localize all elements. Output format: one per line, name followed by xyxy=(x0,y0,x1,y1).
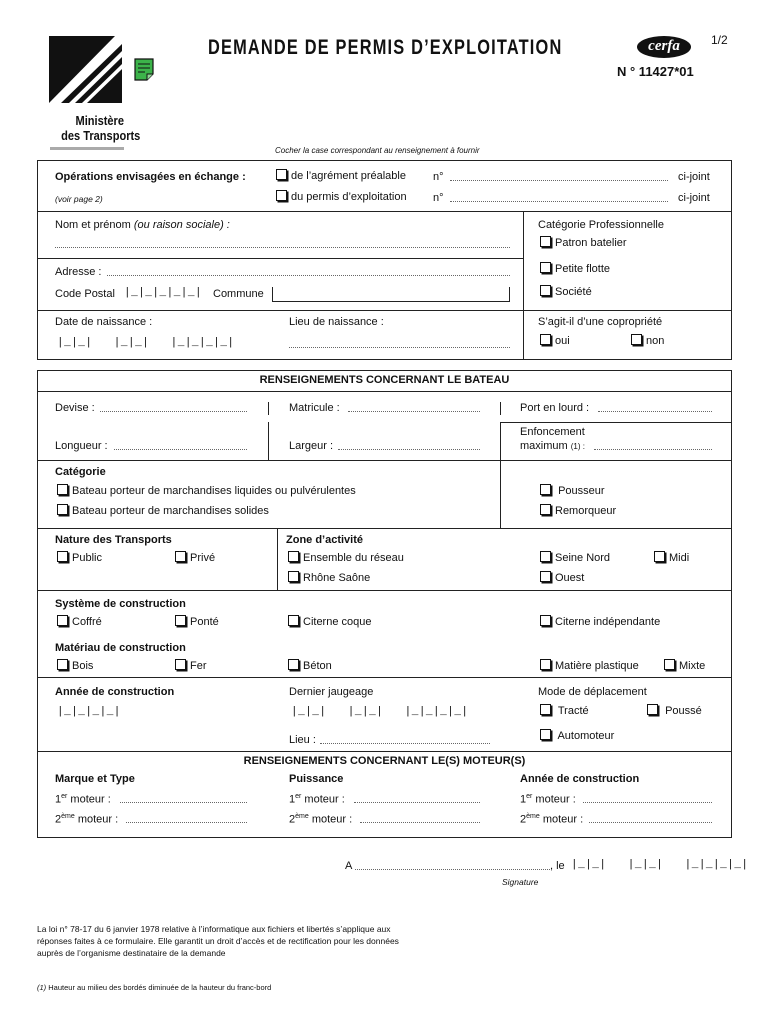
boat-title: RENSEIGNEMENTS CONCERNANT LE BATEAU xyxy=(259,374,510,386)
signature-place-label: A xyxy=(345,860,353,872)
cat-solid[interactable]: Bateau porteur de marchandises solides xyxy=(57,504,269,517)
ministry-line2: des Transports xyxy=(61,128,141,143)
note-icon xyxy=(134,58,154,81)
m1-annee-label: 1er moteur : xyxy=(520,793,576,806)
lieu-field[interactable] xyxy=(320,735,490,744)
m1-marque-label: 1er moteur : xyxy=(55,793,111,806)
postal-code-field[interactable]: |_|_|_|_|_| xyxy=(124,287,203,299)
form-number: N ° 11427*01 xyxy=(617,64,694,79)
categorie-title: Catégorie xyxy=(55,466,106,478)
commune-field[interactable] xyxy=(272,287,510,302)
public-option[interactable]: Public xyxy=(57,551,102,564)
m1-marque-field[interactable] xyxy=(120,794,247,803)
pousseur-option[interactable]: Pousseur xyxy=(540,484,605,497)
ouest-option[interactable]: Ouest xyxy=(540,571,584,584)
birth-place-label: Lieu de naissance : xyxy=(289,316,384,328)
longueur-field[interactable] xyxy=(114,441,247,450)
coffre-option[interactable]: Coffré xyxy=(57,615,102,628)
copro-no[interactable]: non xyxy=(631,334,664,347)
agrement-label: de l’agrément préalable xyxy=(291,170,406,182)
matricule-label: Matricule : xyxy=(289,402,340,414)
permis-option[interactable] xyxy=(276,190,407,203)
permis-label: du permis d’exploitation xyxy=(291,191,407,203)
agrement-joint: ci-joint xyxy=(678,171,710,183)
signature-place-field[interactable] xyxy=(355,861,550,870)
motors-title: RENSEIGNEMENTS CONCERNANT LE(S) MOTEUR(S) xyxy=(243,755,526,767)
rhone-option[interactable]: Rhône Saône xyxy=(288,571,370,584)
m2-puissance-field[interactable] xyxy=(360,814,480,823)
pousse-option[interactable]: Poussé xyxy=(647,704,702,717)
agrement-option[interactable] xyxy=(276,169,406,182)
plastique-option[interactable]: Matière plastique xyxy=(540,659,639,672)
citerne-coque-option[interactable]: Citerne coque xyxy=(288,615,372,628)
signature-date-field[interactable]: |_|_| |_|_| |_|_|_|_| xyxy=(571,859,749,871)
port-label: Port en lourd : xyxy=(520,402,590,414)
tracte-option[interactable]: Tracté xyxy=(540,704,589,717)
enfoncement-field[interactable] xyxy=(594,441,712,450)
birth-date-label: Date de naissance : xyxy=(55,316,153,328)
copro-yes[interactable]: oui xyxy=(540,334,570,347)
enfoncement-max-label: maximum (1) : xyxy=(520,440,585,452)
exchange-label: Opérations envisagées en échange : xyxy=(55,171,246,183)
m2-annee-field[interactable] xyxy=(589,814,712,823)
permis-no-label: n° xyxy=(433,192,444,204)
systeme-title: Système de construction xyxy=(55,598,186,610)
port-field[interactable] xyxy=(598,403,712,412)
permis-checkbox[interactable] xyxy=(276,190,287,201)
largeur-field[interactable] xyxy=(338,441,480,450)
postal-label: Code Postal xyxy=(55,288,115,300)
page-number: 1/2 xyxy=(711,33,728,47)
legal-line3: auprès de l’organisme destinataire de la demande xyxy=(37,948,226,958)
ponte-option[interactable]: Ponté xyxy=(175,615,219,628)
seine-option[interactable]: Seine Nord xyxy=(540,551,610,564)
agrement-no-label: n° xyxy=(433,171,444,183)
lieu-label: Lieu : xyxy=(289,734,316,746)
signature-date-label: , le xyxy=(550,860,565,872)
ministry-rule xyxy=(50,147,124,150)
permis-number-field[interactable] xyxy=(450,193,668,202)
enfoncement-label: Enfoncement xyxy=(520,426,585,438)
cat-societe[interactable]: Société xyxy=(540,285,592,298)
m1-annee-field[interactable] xyxy=(583,794,712,803)
exchange-note: (voir page 2) xyxy=(55,194,103,204)
m2-puissance-label: 2ème moteur : xyxy=(289,813,353,826)
annee-title: Année de construction xyxy=(55,686,175,698)
signature-label: Signature xyxy=(502,877,539,887)
name-field[interactable] xyxy=(55,239,510,248)
mixte-option[interactable]: Mixte xyxy=(664,659,705,672)
legal-line2: réponses faites à ce formulaire. Elle garantit un droit d’accès et de rectification pour les données xyxy=(37,936,399,946)
ministry-logo xyxy=(49,36,122,103)
nature-title: Nature des Transports xyxy=(55,534,172,546)
legal-notice xyxy=(37,923,399,959)
largeur-label: Largeur : xyxy=(289,440,334,452)
annee-moteur-title: Année de construction xyxy=(520,773,640,785)
m2-marque-label: 2ème moteur : xyxy=(55,813,119,826)
devise-label: Devise : xyxy=(55,402,95,414)
name-label: Nom et prénom (ou raison sociale) : xyxy=(55,219,230,231)
ensemble-option[interactable]: Ensemble du réseau xyxy=(288,551,404,564)
category-title: Catégorie Professionnelle xyxy=(538,219,664,231)
remorqueur-option[interactable]: Remorqueur xyxy=(540,504,616,517)
m2-annee-label: 2ème moteur : xyxy=(520,813,584,826)
birth-place-field[interactable] xyxy=(289,339,510,348)
puissance-title: Puissance xyxy=(289,773,344,785)
cat-patron[interactable]: Patron batelier xyxy=(540,236,627,249)
copro-label: S’agit-il d’une copropriété xyxy=(538,316,663,328)
ministry-line1: Ministère xyxy=(75,113,124,128)
instruction-text: Cocher la case correspondant au renseignement à fournir xyxy=(275,146,480,155)
fer-option[interactable]: Fer xyxy=(175,659,207,672)
m2-marque-field[interactable] xyxy=(126,814,247,823)
bois-option[interactable]: Bois xyxy=(57,659,93,672)
devise-field[interactable] xyxy=(100,403,247,412)
materiau-title: Matériau de construction xyxy=(55,642,186,654)
matricule-field[interactable] xyxy=(348,403,480,412)
birth-date-field[interactable]: |_|_| |_|_| |_|_|_|_| xyxy=(57,337,235,349)
citerne-ind-option[interactable]: Citerne indépendante xyxy=(540,615,660,628)
beton-option[interactable]: Béton xyxy=(288,659,332,672)
midi-option[interactable]: Midi xyxy=(654,551,689,564)
page-title: DEMANDE DE PERMIS D’EXPLOITATION xyxy=(208,36,563,59)
legal-line1: La loi n° 78-17 du 6 janvier 1978 relative à l’informatique aux fichiers et libertés s’applique aux xyxy=(37,924,391,934)
commune-label: Commune xyxy=(213,288,264,300)
address-field[interactable] xyxy=(107,267,510,276)
footnote: (1) Hauteur au milieu des bordés diminuée de la hauteur du franc-bord xyxy=(37,983,272,992)
longueur-label: Longueur : xyxy=(55,440,108,452)
permis-joint: ci-joint xyxy=(678,192,710,204)
cerfa-logo: cerfa xyxy=(637,36,691,58)
m1-puissance-label: 1er moteur : xyxy=(289,793,345,806)
address-label: Adresse : xyxy=(55,266,102,278)
agrement-checkbox[interactable] xyxy=(276,169,287,180)
zone-title: Zone d’activité xyxy=(286,534,364,546)
annee-field[interactable]: |_|_|_|_| xyxy=(57,706,121,718)
m1-puissance-field[interactable] xyxy=(354,794,480,803)
mode-title: Mode de déplacement xyxy=(538,686,647,698)
agrement-number-field[interactable] xyxy=(450,172,668,181)
ministry-name xyxy=(61,113,141,143)
cat-flotte[interactable]: Petite flotte xyxy=(540,262,610,275)
jaugeage-field[interactable]: |_|_| |_|_| |_|_|_|_| xyxy=(291,706,469,718)
cat-liquid[interactable]: Bateau porteur de marchandises liquides ou pulvérulentes xyxy=(57,484,356,497)
marque-title: Marque et Type xyxy=(55,773,135,785)
prive-option[interactable]: Privé xyxy=(175,551,215,564)
jaugeage-title: Dernier jaugeage xyxy=(289,686,374,698)
automoteur-option[interactable]: Automoteur xyxy=(540,729,614,742)
